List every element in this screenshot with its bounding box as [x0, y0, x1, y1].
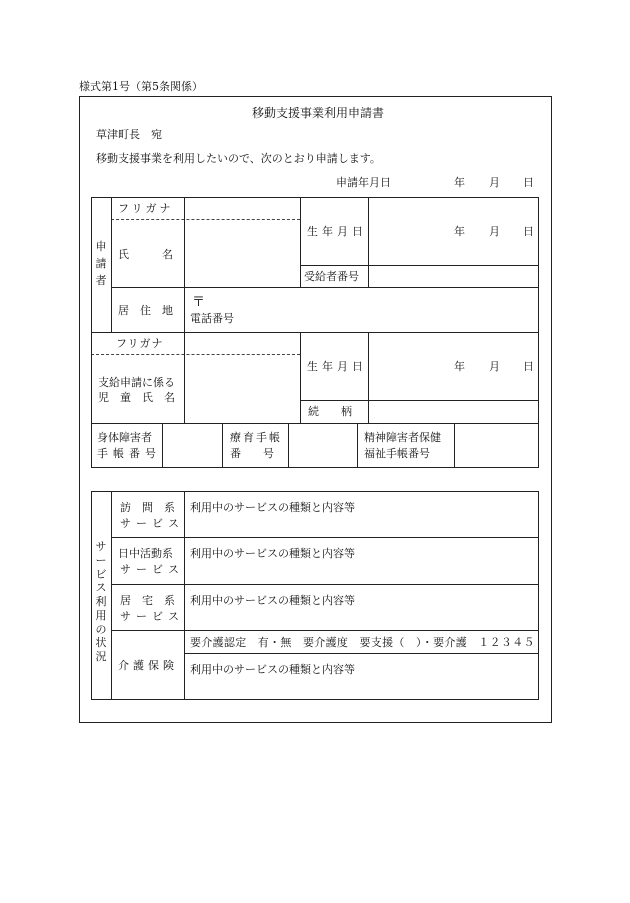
application-date-year: 年: [454, 176, 465, 189]
applicant-birth-year: 年: [454, 225, 465, 238]
applicant-section-label: [94, 238, 108, 289]
application-date-month: 月: [489, 176, 500, 189]
relationship-label: 続 柄: [308, 405, 352, 418]
child-birth-day: 日: [523, 360, 534, 373]
address-field[interactable]: [185, 288, 538, 332]
physical-handbook-field[interactable]: [163, 424, 221, 467]
phone-label: 電話番号: [190, 312, 234, 325]
child-name-label-2: 児 童 氏 名: [98, 391, 175, 404]
applicant-name-field[interactable]: [185, 220, 299, 286]
rehab-handbook-field[interactable]: [289, 424, 356, 467]
form-number: 様式第1号（第5条関係）: [79, 80, 203, 93]
visit-service-label-2: サービス: [120, 517, 184, 530]
visit-service-label-1: 訪 問 系: [120, 501, 175, 514]
applicant-birth-day: 日: [523, 225, 534, 238]
care-insurance-detail[interactable]: 利用中のサービスの種類と内容等: [190, 663, 355, 676]
application-date-label: 申請年月日: [336, 176, 391, 189]
physical-handbook-label-1: 身体障害者: [97, 431, 152, 444]
child-name-field[interactable]: [185, 356, 299, 422]
day-activity-service-label-2: サービス: [120, 563, 184, 576]
mental-handbook-field[interactable]: [455, 424, 538, 467]
form-title: 移動支援事業利用申請書: [252, 106, 385, 120]
residential-service-detail[interactable]: 利用中のサービスの種類と内容等: [190, 594, 355, 607]
recipient-number-label: 受給者番号: [304, 270, 359, 283]
mental-handbook-label-1: 精神障害者保健: [364, 431, 441, 444]
relationship-field[interactable]: [369, 401, 538, 422]
service-section-label-text: サービス利用の状況: [95, 540, 107, 663]
mental-handbook-label-2: 福祉手帳番号: [364, 447, 430, 460]
applicant-furigana-label: フリガナ: [118, 202, 174, 215]
address-label: 居 住 地: [118, 304, 173, 317]
day-activity-service-label-1: 日中活動系: [118, 547, 173, 560]
applicant-birth-month: 月: [489, 225, 500, 238]
addressee: 草津町長 宛: [96, 128, 162, 141]
applicant-name-label: 氏 名: [118, 248, 173, 261]
day-activity-service-detail[interactable]: 利用中のサービスの種類と内容等: [190, 547, 355, 560]
child-name-label-1: 支給申請に係る: [98, 376, 175, 389]
child-furigana-field[interactable]: [185, 333, 299, 354]
applicant-section-label-text: 申請者: [95, 240, 107, 288]
postal-mark: 〒: [192, 295, 206, 310]
residential-service-label-1: 居 宅 系: [120, 594, 175, 607]
rehab-handbook-label-2: 番 号: [230, 447, 274, 460]
recipient-number-field[interactable]: [369, 266, 538, 287]
physical-handbook-label-2: 手帳番号: [97, 447, 161, 460]
rehab-handbook-label-1: 療育手帳: [230, 431, 282, 444]
child-birth-year: 年: [454, 360, 465, 373]
child-birth-month: 月: [489, 360, 500, 373]
applicant-birthdate-label: 生年月日: [307, 225, 367, 238]
child-furigana-label: フリガナ: [116, 337, 164, 350]
service-section-label: [94, 540, 108, 664]
care-insurance-label: 介護保険: [118, 659, 178, 672]
visit-service-detail[interactable]: 利用中のサービスの種類と内容等: [190, 501, 355, 514]
application-date-day: 日: [523, 176, 534, 189]
care-certification-line[interactable]: 要介護認定 有・無 要介護度 要支援（ ）・要介護 １２３４５: [190, 636, 535, 649]
intro-text: 移動支援事業を利用したいので、次のとおり申請します。: [96, 152, 381, 165]
child-birthdate-label: 生年月日: [307, 360, 367, 373]
applicant-furigana-field[interactable]: [185, 198, 299, 218]
residential-service-label-2: サービス: [120, 610, 184, 623]
